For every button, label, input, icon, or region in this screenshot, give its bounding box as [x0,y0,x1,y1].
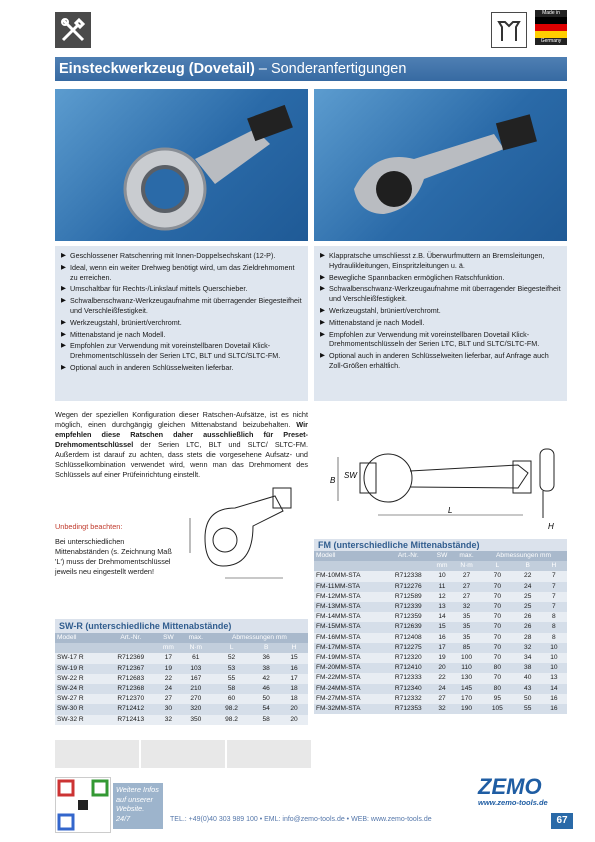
table-cell: 35 [453,612,480,622]
table-cell: 16 [280,664,308,674]
table-cell: 50 [515,694,541,704]
table-cell: 17 [156,653,181,663]
table-cell: R712359 [386,612,431,622]
list-item: ▶ Mittenabstand je nach Modell. [61,330,302,340]
page-number: 67 [551,813,573,829]
table-cell: 190 [453,704,480,714]
table-cell: 105 [480,704,515,714]
table-cell: 30 [156,704,181,714]
table-cell: 28 [515,633,541,643]
table-cell: 80 [480,663,515,673]
table-row [314,592,567,602]
table-cell: 7 [541,592,567,602]
torque-wrench-photo-2 [141,740,225,768]
table-cell: R712320 [386,653,431,663]
table-cell: 17 [280,674,308,684]
table-cell: 36 [252,653,280,663]
ratchet-ring-photo [55,89,308,241]
table-cell: 8 [541,633,567,643]
table-cell: 20 [280,715,308,725]
table-row [314,684,567,694]
brand-url[interactable]: www.zemo-tools.de [478,798,548,807]
table-cell: 85 [453,643,480,653]
table-cell: R712276 [386,582,431,592]
table-cell: 50 [252,694,280,704]
table-cell: 10 [541,663,567,673]
table-cell: R712353 [386,704,431,714]
table-cell: 350 [181,715,211,725]
right-feature-list [314,246,567,401]
table-cell: 27 [453,592,480,602]
table-cell: 110 [453,663,480,673]
table-cell: SW-27 R [55,694,105,704]
tools-icon [55,12,91,48]
table-cell: 20 [431,663,453,673]
list-item: ▶ Mittenabstand je nach Modell. [320,318,561,328]
table-cell: 22 [431,673,453,683]
table-cell: 24 [156,684,181,694]
table-row [314,622,567,632]
table-cell: FM-17MM-STA [314,643,386,653]
table-cell: 16 [541,704,567,714]
table-cell: 100 [453,653,480,663]
table-cell: SW-19 R [55,664,105,674]
table-cell: 46 [252,684,280,694]
table-cell: 16 [431,633,453,643]
table-cell: 130 [453,673,480,683]
table-cell: 95 [480,694,515,704]
table-cell: SW-22 R [55,674,105,684]
table-cell: R712683 [105,674,156,684]
table-cell: R712275 [386,643,431,653]
list-item: ▶ Klappratsche umschliesst z.B. Überwurfmuttern an Bremsleitungen, Hydraulikleitungen, Einspritzleitungen u. ä. [320,251,561,271]
table-cell: 42 [252,674,280,684]
table-cell: FM-10MM-STA [314,571,386,581]
table-cell: 70 [480,592,515,602]
table-row [314,704,567,714]
table-cell: FM-20MM-STA [314,663,386,673]
table-cell: 11 [431,582,453,592]
table-cell: 70 [480,673,515,683]
table-row [314,633,567,643]
table-cell: R712367 [105,664,156,674]
table-cell: 70 [480,622,515,632]
table-cell: FM-11MM-STA [314,582,386,592]
table-cell: FM-27MM-STA [314,694,386,704]
table-cell: FM-14MM-STA [314,612,386,622]
table-cell: 27 [453,582,480,592]
table-cell: 16 [541,694,567,704]
table-cell: 20 [280,704,308,714]
table-cell: 170 [453,694,480,704]
list-item: ▶ Optional auch in anderen Schlüsselweiten lieferbar, auf Anfrage auch Zoll-Größen erhältlich. [320,351,561,371]
brand-logo: ZEMO [478,774,542,799]
table-cell: R712340 [386,684,431,694]
description-text: Wegen der speziellen Konfiguration dieser Ratschen-Aufsätze, ist es nicht möglich, einen durchgängig gleichen Mittenabstand beizubehalten. Wir empfehlen diese Ratschen daher ausschließlich für Preset-Drehmomentschlüssel der Serien LTC, BLT und SLTC/ SLTC-FM. Außerdem ist darauf zu achten, dass stets die vorgesehene Aufsatz- und Schlüsselkombination verwendet wird, wenn man das Drehmoment des Schlüssels auf einer Prüfeinrichtung einstellt. [55,410,309,479]
table-cell: 98.2 [211,704,252,714]
table-cell: 12 [431,592,453,602]
table-cell: 167 [181,674,211,684]
list-item: ▶ Werkzeugstahl, brüniert/verchromt. [320,306,561,316]
table-cell: 7 [541,582,567,592]
torque-wrench-photo-3 [227,740,311,768]
table-cell: 32 [453,602,480,612]
table-cell: R712408 [386,633,431,643]
list-item: ▶ Schwalbenschwanz-Werkzeugaufnahme mit überragender Biegesteifheit und Verschleißfestigkeit. [320,284,561,304]
svg-text:L: L [448,506,453,515]
note-title: Unbedingt beachten: [55,522,123,531]
table-cell: 27 [453,571,480,581]
wrench-head-icon [491,12,527,48]
table-cell: R712370 [105,694,156,704]
table-cell: 270 [181,694,211,704]
table-cell: 27 [156,694,181,704]
table-cell: 13 [431,602,453,612]
table-row [55,694,308,704]
table-row [55,664,308,674]
list-item: ▶ Werkzeugstahl, brüniert/verchromt. [61,318,302,328]
table-cell: 103 [181,664,211,674]
table-cell: R712339 [386,602,431,612]
table-cell: SW-17 R [55,653,105,663]
table-cell: R712412 [105,704,156,714]
table-cell: 70 [480,571,515,581]
list-item: ▶ Umschaltbar für Rechts-/Linkslauf mittels Querschieber. [61,284,302,294]
table-cell: 25 [515,602,541,612]
table-cell: 7 [541,571,567,581]
table-cell: SW-24 R [55,684,105,694]
table-cell: 55 [515,704,541,714]
table-cell: 24 [431,684,453,694]
table-cell: 27 [431,694,453,704]
table-cell: 58 [252,715,280,725]
table-row [55,674,308,684]
table-cell: 8 [541,622,567,632]
table-row [314,612,567,622]
table-cell: FM-19MM-STA [314,653,386,663]
table-row [314,571,567,581]
table-cell: 55 [211,674,252,684]
table-cell: 13 [541,673,567,683]
table-cell: 40 [515,673,541,683]
table-cell: 98.2 [211,715,252,725]
table-cell: 15 [431,622,453,632]
table-cell: 53 [211,664,252,674]
table-cell: FM-15MM-STA [314,622,386,632]
table-cell: 38 [515,663,541,673]
table-cell: R712639 [386,622,431,632]
list-item: ▶ Empfohlen zur Verwendung mit voreinstellbaren Dovetail Klick-Drehmomentschlüsseln der Serien LTC, BLT und SLTC/SLTC-FM. [61,341,302,361]
table-cell: 26 [515,622,541,632]
table-cell: 22 [156,674,181,684]
table-cell: 15 [280,653,308,663]
table-cell: 24 [515,582,541,592]
table-cell: 10 [431,571,453,581]
left-feature-list [55,246,308,401]
svg-text:H: H [548,522,554,531]
table-cell: R712410 [386,663,431,673]
table-cell: 70 [480,582,515,592]
fm-table-title: FM (unterschiedliche Mittenabstände) [314,539,567,551]
table-cell: 210 [181,684,211,694]
flare-ratchet-drawing [318,443,567,535]
table-cell: 70 [480,643,515,653]
table-cell: 7 [541,602,567,612]
svg-text:SW: SW [344,471,357,480]
table-cell: FM-24MM-STA [314,684,386,694]
table-row [314,602,567,612]
list-item: ▶ Ideal, wenn ein weiter Drehweg benötigt wird, um das Zieldrehmoment zu erreichen. [61,263,302,283]
table-cell: 32 [156,715,181,725]
table-cell: 320 [181,704,211,714]
table-cell: 14 [431,612,453,622]
swr-table: SW-R (unterschiedliche Mittenabstände) Modell Art.-Nr. SW max. Abmessungen mm mm N·m L B H SW-17 R R712369 17 61 52 36 15 SW-19 R R712367 19 103 53 38 16 SW-22 R R712683 22 167 55 42 17 SW-24 R R712368 24 210 58 46 18 SW-27 R R712370 27 270 60 50 18 SW-30 R R712412 30 320 98.2 54 20 SW-32 R R712413 32 350 98.2 58 20 [55,619,308,725]
table-cell: 25 [515,592,541,602]
table-cell: 54 [252,704,280,714]
table-cell: 19 [431,653,453,663]
table-row [55,704,308,714]
table-cell: 145 [453,684,480,694]
table-cell: SW-30 R [55,704,105,714]
qr-code[interactable] [55,777,111,833]
table-cell: 10 [541,653,567,663]
table-row [314,694,567,704]
table-cell: 32 [515,643,541,653]
table-cell: R712333 [386,673,431,683]
table-row [55,653,308,663]
table-cell: FM-32MM-STA [314,704,386,714]
table-cell: R712369 [105,653,156,663]
table-cell: 52 [211,653,252,663]
table-cell: FM-22MM-STA [314,673,386,683]
table-row [314,582,567,592]
table-cell: 60 [211,694,252,704]
table-cell: FM-13MM-STA [314,602,386,612]
table-row [314,643,567,653]
table-cell: SW-32 R [55,715,105,725]
flare-ratchet-photo [314,89,567,241]
ratchet-ring-drawing [185,478,310,588]
table-row [314,653,567,663]
table-cell: 38 [252,664,280,674]
note-text: Bei unterschiedlichen Mittenabständen (s. Zeichnung Maß 'L') muss der Drehmomentschlüssel jeweils neu eingestellt werden! [55,537,172,576]
page-title: Einsteckwerkzeug (Dovetail) – Sonderanfertigungen [55,57,567,81]
table-cell: 26 [515,612,541,622]
list-item: ▶ Bewegliche Spannbacken ermöglichen Ratschfunktion. [320,273,561,283]
table-cell: 58 [211,684,252,694]
table-cell: 19 [156,664,181,674]
torque-wrench-photo-1 [55,740,139,768]
table-cell: R712338 [386,571,431,581]
table-cell: 70 [480,612,515,622]
table-cell: 70 [480,633,515,643]
fm-table: FM (unterschiedliche Mittenabstände) Modell Art.-Nr. SW max. Abmessungen mm mm N·m L B H FM-10MM-STA R712338 10 27 70 22 7 FM-11MM-STA R712276 11 27 70 24 7 FM-12MM-STA R712589 12 27 70 25 7 FM-13MM-STA R712339 13 32 70 25 7 FM-14MM-STA R712359 14 35 70 26 8 FM-15MM-STA R712639 15 35 70 26 8 FM-16MM-STA R712408 16 35 70 28 8 FM-17MM-STA R712275 17 85 70 32 10 FM-19MM-STA R712320 19 100 70 34 10 FM-20MM-STA R712410 20 110 80 38 10 FM-22MM-STA R712333 22 130 70 40 13 FM-24MM-STA R712340 24 145 80 43 14 FM-27MM-STA R712332 27 170 95 50 16 FM-32MM-STA R712353 32 190 105 55 16 [314,539,567,714]
table-cell: 80 [480,684,515,694]
made-in-germany-badge: Made in Germany [535,10,567,48]
table-cell: R712332 [386,694,431,704]
table-cell: 70 [480,602,515,612]
table-cell: 18 [280,684,308,694]
svg-text:B: B [330,476,336,485]
table-cell: 22 [515,571,541,581]
list-item: ▶ Schwalbenschwanz-Werkzeugaufnahme mit überragender Biegesteifheit und Verschleißfestigkeit. [61,296,302,316]
table-cell: 70 [480,653,515,663]
table-cell: 14 [541,684,567,694]
table-cell: 35 [453,633,480,643]
list-item: ▶ Geschlossener Ratschenring mit Innen-Doppelsechskant (12-P). [61,251,302,261]
table-cell: FM-16MM-STA [314,633,386,643]
table-row [314,673,567,683]
table-cell: 32 [431,704,453,714]
table-cell: 34 [515,653,541,663]
contact-line: TEL.: +49(0)40 303 989 100 • EML: info@zemo-tools.de • WEB: www.zemo-tools.de [170,816,432,823]
table-cell: R712589 [386,592,431,602]
table-cell: 35 [453,622,480,632]
table-cell: FM-12MM-STA [314,592,386,602]
table-row [314,663,567,673]
swr-table-title: SW-R (unterschiedliche Mittenabstände) [55,619,308,633]
table-cell: 17 [431,643,453,653]
table-cell: 10 [541,643,567,653]
table-row [55,715,308,725]
list-item: ▶ Empfohlen zur Verwendung mit voreinstellbaren Dovetail Klick-Drehmomentschlüsseln der Serien LTC, BLT und SLTC/SLTC-FM. [320,330,561,350]
table-cell: 43 [515,684,541,694]
table-cell: 18 [280,694,308,704]
more-info-label: Weitere Infos auf unserer Website. 24/7 [113,783,163,829]
table-cell: R712413 [105,715,156,725]
list-item: ▶ Optional auch in anderen Schlüsselweiten lieferbar. [61,363,302,373]
table-cell: 8 [541,612,567,622]
table-cell: R712368 [105,684,156,694]
table-cell: 61 [181,653,211,663]
table-row [55,684,308,694]
